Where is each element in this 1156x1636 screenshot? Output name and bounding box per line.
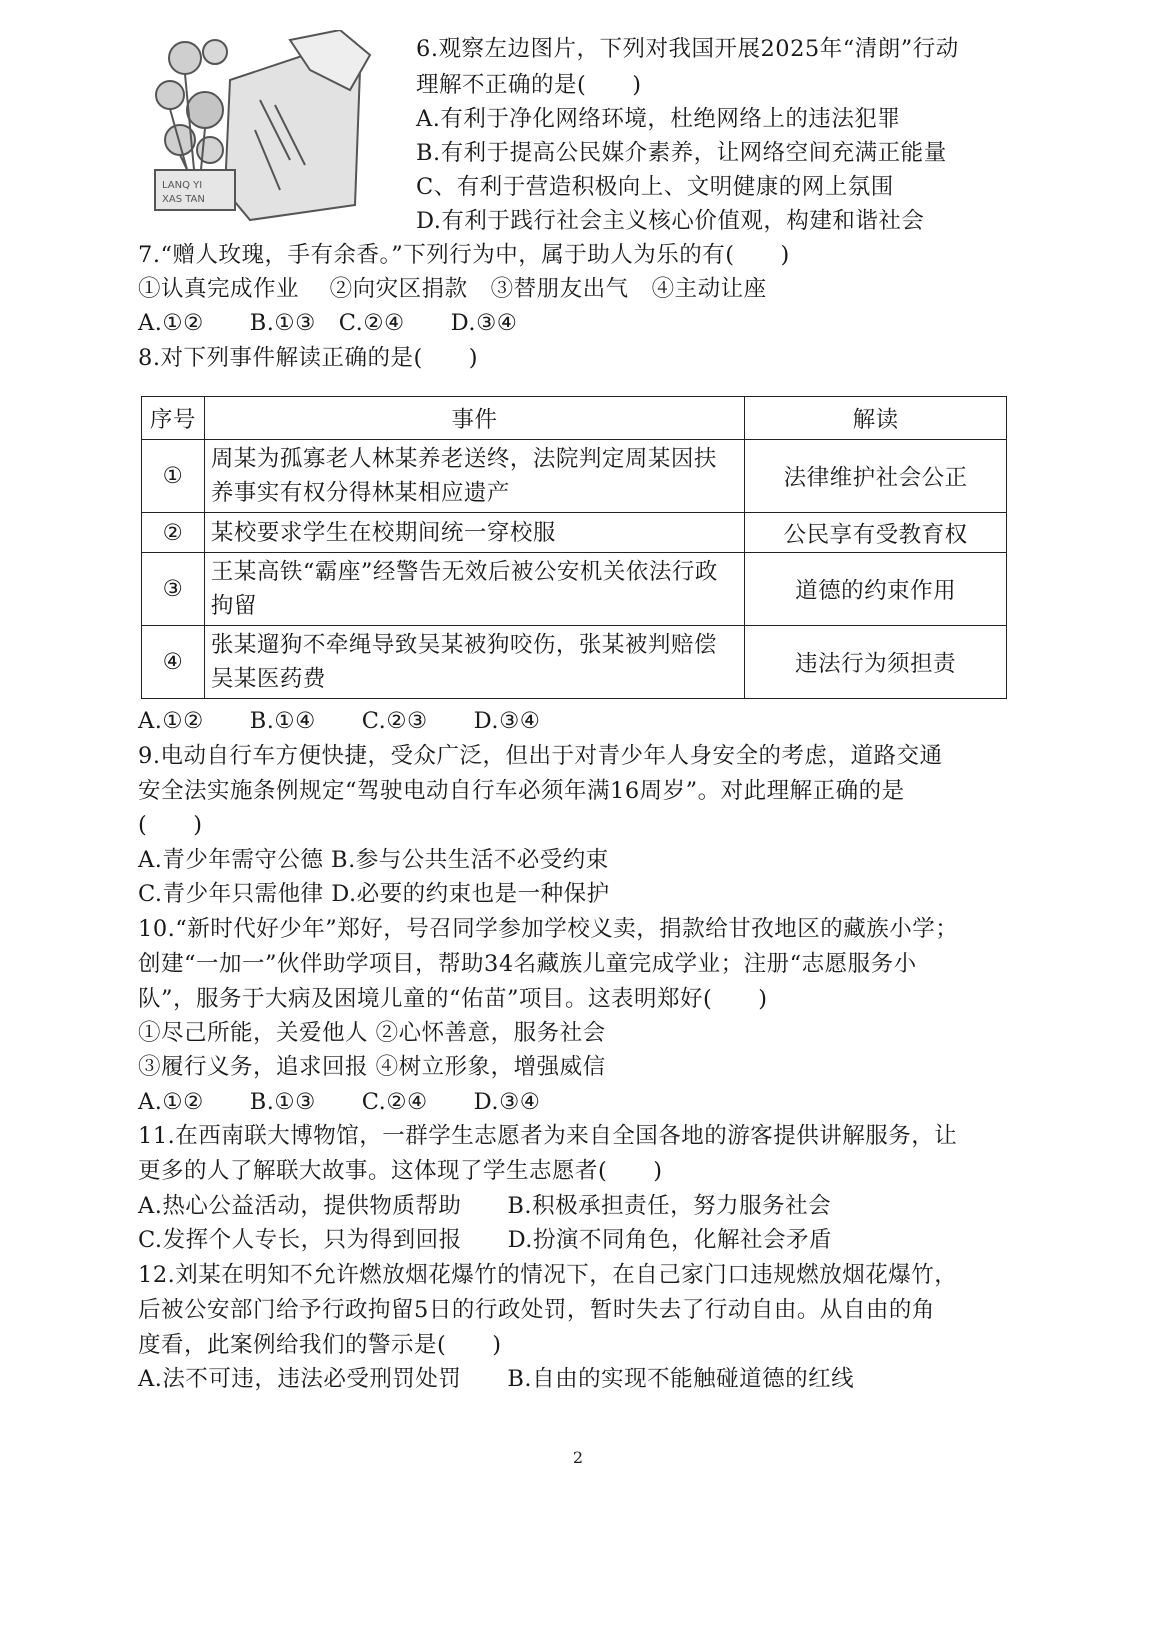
q10-stem: 10.“新时代好少年”郑好，号召同学参加学校义卖，捐款给甘孜地区的藏族小学；: [138, 916, 959, 942]
q11-options-ab: A.热心公益活动，提供物质帮助 B.积极承担责任，努力服务社会: [138, 1193, 832, 1219]
row-number: ④: [142, 626, 205, 699]
table-row: [142, 553, 1007, 626]
row-event: 某校要求学生在校期间统一穿校服: [204, 513, 744, 553]
q9-options-cd: C.青少年只需他律 D.必要的约束也是一种保护: [138, 881, 610, 907]
table-header-row: [142, 397, 1007, 440]
row-event: 张某遛狗不牵绳导致吴某被狗咬伤，张某被判赔偿吴某医药费: [204, 626, 744, 699]
q12-stem-cont: 后被公安部门给予行政拘留5日的行政处罚，暂时失去了行动自由。从自由的角: [138, 1297, 935, 1323]
qinglang-illustration: [140, 30, 380, 230]
row-interpretation: 道德的约束作用: [745, 553, 1007, 626]
page-number: 2: [572, 1448, 584, 1467]
header-number: 序号: [142, 397, 205, 440]
q9-stem: 9.电动自行车方便快捷，受众广泛，但出于对青少年人身安全的考虑，道路交通: [138, 743, 943, 769]
q11-options-cd: C.发挥个人专长，只为得到回报 D.扮演不同角色，化解社会矛盾: [138, 1227, 832, 1253]
q12-options-ab: A.法不可违，违法必受刑罚处罚 B.自由的实现不能触碰道德的红线: [138, 1366, 855, 1392]
q9-stem-cont: 安全法实施条例规定“驾驶电动自行车必须年满16周岁”。对此理解正确的是: [138, 778, 905, 804]
q7-options: A.①② B.①③ C.②④ D.③④: [138, 310, 518, 336]
q6-option-c: C、有利于营造积极向上、文明健康的网上氛围: [416, 174, 894, 200]
q10-items-12: ①尽己所能，关爱他人 ②心怀善意，服务社会: [138, 1020, 606, 1046]
row-interpretation: 法律维护社会公正: [745, 440, 1007, 513]
row-event: 王某高铁“霸座”经警告无效后被公安机关依法行政拘留: [204, 553, 744, 626]
q11-stem: 11.在西南联大博物馆，一群学生志愿者为来自全国各地的游客提供讲解服务，让: [138, 1123, 958, 1149]
q8-stem: 8.对下列事件解读正确的是( ): [138, 345, 479, 371]
row-interpretation: 公民享有受教育权: [745, 513, 1007, 553]
row-number: ③: [142, 553, 205, 626]
row-number: ②: [142, 513, 205, 553]
svg-text:LANQ YI: LANQ YI: [162, 180, 203, 191]
q6-stem-cont: 理解不正确的是( ): [416, 72, 642, 98]
q7-stem: 7.“赠人玫瑰，手有余香。”下列行为中，属于助人为乐的有( ): [138, 242, 790, 268]
row-number: ①: [142, 440, 205, 513]
q6-option-d: D.有利于践行社会主义核心价值观，构建和谐社会: [416, 208, 925, 234]
q6-option-b: B.有利于提高公民媒介素养，让网络空间充满正能量: [416, 140, 947, 166]
q8-options: A.①② B.①④ C.②③ D.③④: [138, 708, 541, 734]
q12-stem: 12.刘某在明知不允许燃放烟花爆竹的情况下，在自己家门口违规燃放烟花爆竹，: [138, 1262, 958, 1288]
q12-stem-end: 度看，此案例给我们的警示是( ): [138, 1332, 502, 1358]
q8-event-table: [141, 396, 1007, 699]
q7-items: ①认真完成作业 ②向灾区捐款 ③替朋友出气 ④主动让座: [138, 276, 767, 302]
q10-items-34: ③履行义务，追求回报 ④树立形象，增强威信: [138, 1054, 606, 1080]
row-interpretation: 违法行为须担责: [745, 626, 1007, 699]
q10-stem-end: 队”，服务于大病及困境儿童的“佑苗”项目。这表明郑好( ): [138, 986, 768, 1012]
q9-stem-end: ( ): [138, 812, 203, 838]
row-event: 周某为孤寡老人林某养老送终，法院判定周某因扶养事实有权分得林某相应遗产: [204, 440, 744, 513]
header-event: 事件: [204, 397, 744, 440]
q11-stem-cont: 更多的人了解联大故事。这体现了学生志愿者( ): [138, 1158, 663, 1184]
header-interpretation: 解读: [745, 397, 1007, 440]
q6-option-a: A.有利于净化网络环境，杜绝网络上的违法犯罪: [416, 106, 901, 132]
table-row: [142, 626, 1007, 699]
q6-stem: 6.观察左边图片，下列对我国开展2025年“清朗”行动: [416, 36, 959, 62]
svg-text:XAS TAN: XAS TAN: [162, 194, 205, 205]
table-row: [142, 513, 1007, 553]
q10-options: A.①② B.①③ C.②④ D.③④: [138, 1089, 541, 1115]
q9-options-ab: A.青少年需守公德 B.参与公共生活不必受约束: [138, 847, 609, 873]
q10-stem-cont: 创建“一加一”伙伴助学项目，帮助34名藏族儿童完成学业；注册“志愿服务小: [138, 951, 917, 977]
table-row: [142, 440, 1007, 513]
